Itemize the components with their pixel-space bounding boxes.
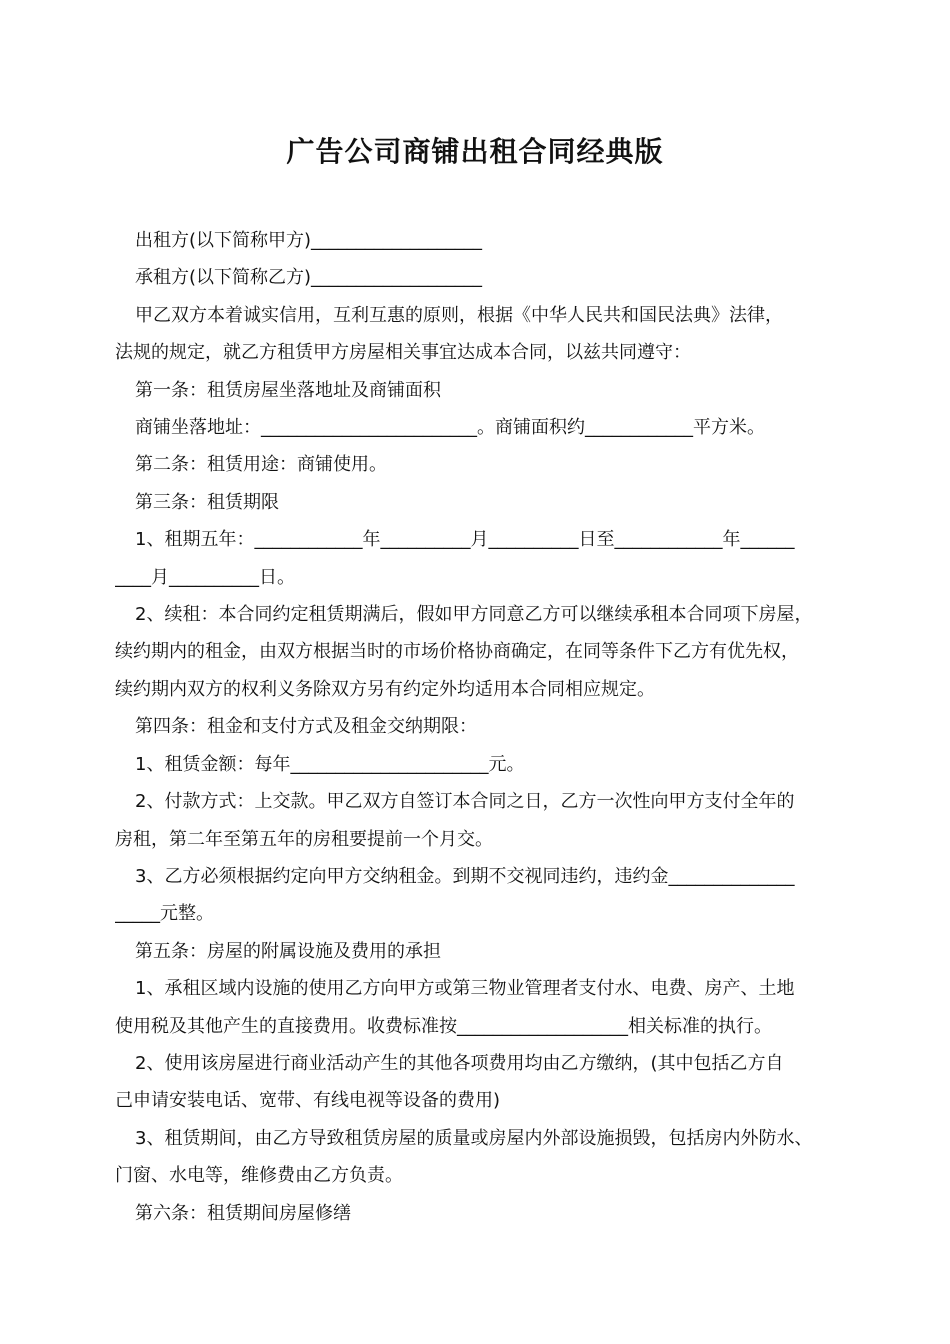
article-4-amount: 1、租赁金额：每年______________________元。 [135, 753, 525, 775]
party-a-line: 出租方(以下简称甲方)___________________ [135, 230, 483, 251]
preamble-line-2: 法规的规定，就乙方租赁甲方房屋相关事宜达成本合同，以兹共同遵守： [115, 342, 691, 364]
article-5-item-2-line-1: 2、使用该房屋进行商业活动产生的其他各项费用均由乙方缴纳，(其中包括乙方自 [135, 1052, 784, 1074]
article-1-address-area: 商铺坐落地址：________________________。商铺面积约____________平方米。 [135, 417, 765, 439]
article-5-item-1-line-1: 1、承租区域内设施的使用乙方向甲方或第三物业管理者支付水、电费、房产、土地 [135, 978, 795, 1000]
article-4-payment-line-1: 2、付款方式：上交款。甲乙双方自签订本合同之日，乙方一次性向甲方支付全年的 [135, 791, 795, 813]
article-4-penalty-line-1: 3、乙方必须根据约定向甲方交纳租金。到期不交视同违约，违约金______________ [135, 865, 795, 887]
article-3-renewal-line-3: 续约期内双方的权利义务除双方另有约定外均适用本合同相应规定。 [115, 678, 655, 700]
article-5-item-3-line-1: 3、租赁期间，由乙方导致租赁房屋的质量或房屋内外部设施损毁，包括房内外防水、 [135, 1127, 813, 1149]
document-body [115, 222, 837, 1232]
article-5-item-2-line-2: 己申请安装电话、宽带、有线电视等设备的费用) [115, 1090, 501, 1112]
preamble-line-1: 甲乙双方本着诚实信用，互利互惠的原则，根据《中华人民共和国民法典》法律， [135, 304, 783, 326]
article-1-heading: 第一条：租赁房屋坐落地址及商铺面积 [135, 379, 441, 401]
article-2-heading: 第二条：租赁用途：商铺使用。 [135, 454, 387, 476]
article-3-term-line-2: ____月__________日。 [115, 566, 295, 588]
document-title: 广告公司商铺出租合同经典版 [286, 135, 664, 168]
article-3-heading: 第三条：租赁期限 [135, 491, 279, 513]
article-6-heading: 第六条：租赁期间房屋修缮 [135, 1202, 351, 1224]
article-3-renewal-line-1: 2、续租：本合同约定租赁期满后，假如甲方同意乙方可以继续承租本合同项下房屋， [135, 604, 813, 626]
article-5-item-1-line-2: 使用税及其他产生的直接费用。收费标准按___________________相关标准的执行。 [115, 1015, 772, 1037]
article-4-penalty-line-2: _____元整。 [115, 903, 214, 925]
party-b-line: 承租方(以下简称乙方)___________________ [135, 267, 483, 289]
article-5-item-3-line-2: 门窗、水电等，维修费由乙方负责。 [115, 1165, 403, 1187]
article-3-renewal-line-2: 续约期内的租金，由双方根据当时的市场价格协商确定，在同等条件下乙方有优先权， [115, 641, 799, 663]
article-4-heading: 第四条：租金和支付方式及租金交纳期限： [135, 716, 477, 738]
article-4-payment-line-2: 房租，第二年至第五年的房租要提前一个月交。 [115, 828, 493, 850]
article-5-heading: 第五条：房屋的附属设施及费用的承担 [135, 940, 441, 962]
article-3-term-line-1: 1、租期五年：____________年__________月__________日至____________年______ [135, 529, 795, 551]
